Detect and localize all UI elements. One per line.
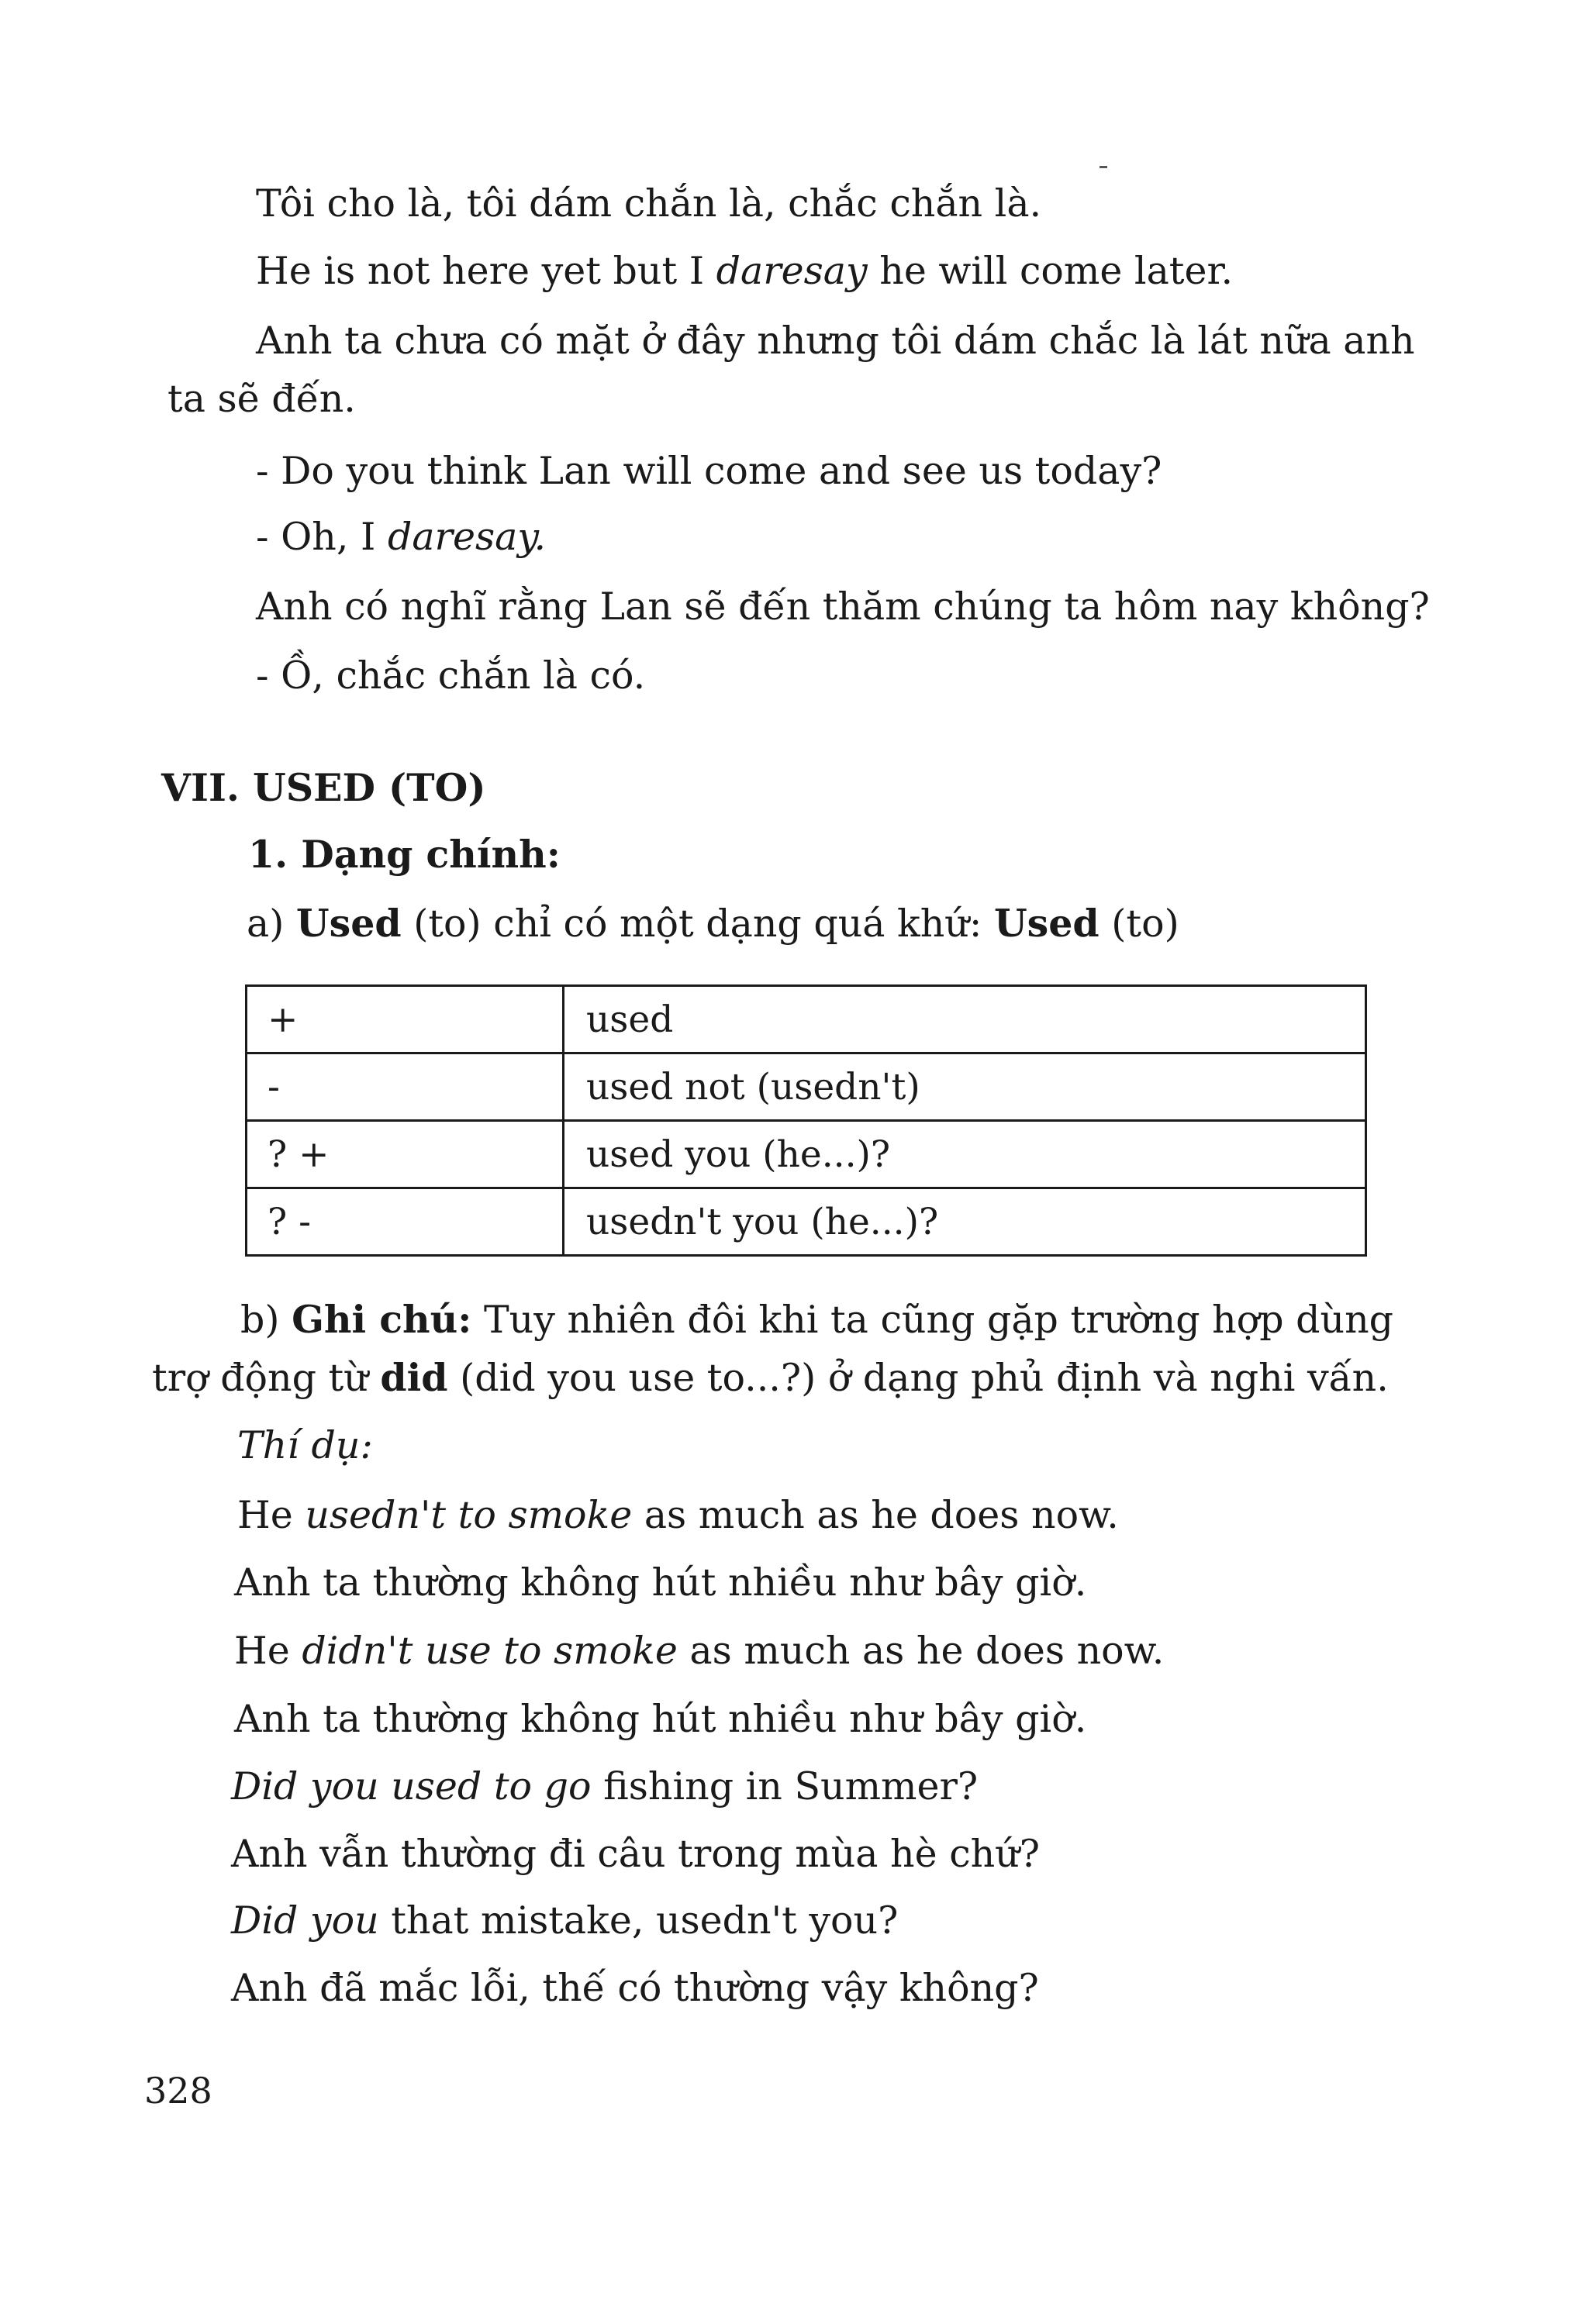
text-line: He is not here yet but I daresay he will come later. [256,249,1234,293]
text-line: ta sẽ đến. [167,377,356,421]
example-line: Anh đã mắc lỗi, thế có thường vậy không? [231,1966,1039,2010]
example-line: He usedn't to smoke as much as he does now. [237,1493,1119,1537]
table-cell-symbol: + [247,986,564,1053]
table-cell-form: used [564,986,1366,1053]
table-row [247,986,1366,1053]
text-line: trợ động từ did (did you use to...?) ở dạng phủ định và nghi vấn. [152,1355,1389,1400]
table-cell-symbol: ? + [247,1121,564,1188]
forms-table [245,984,1367,1257]
scan-speck [1100,166,1107,168]
text-line: b) Ghi chú: Tuy nhiên đôi khi ta cũng gặp trường hợp dùng [240,1297,1394,1342]
subheading: 1. Dạng chính: [248,832,561,877]
table-cell-form: used you (he...)? [564,1121,1366,1188]
example-line: Did you that mistake, usedn't you? [231,1898,899,1943]
section-heading: VII. USED (TO) [161,765,486,810]
text-line: Anh có nghĩ rằng Lan sẽ đến thăm chúng ta hôm nay không? [256,584,1430,629]
text-line: - Do you think Lan will come and see us today? [256,449,1162,493]
examples-label: Thí dụ: [237,1423,373,1467]
text-line: Anh ta chưa có mặt ở đây nhưng tôi dám chắc là lát nữa anh [256,319,1415,363]
table-row [247,1188,1366,1256]
example-line: Anh ta thường không hút nhiều như bây giờ. [234,1697,1087,1741]
text-line: - Oh, I daresay. [256,515,547,559]
text-line: Tôi cho là, tôi dám chắn là, chắc chắn là. [256,181,1042,226]
example-line: Did you used to go fishing in Summer? [231,1764,979,1809]
table-cell-symbol: ? - [247,1188,564,1256]
example-line: Anh vẫn thường đi câu trong mùa hè chứ? [231,1832,1041,1876]
example-line: Anh ta thường không hút nhiều như bây giờ. [234,1560,1087,1605]
table-cell-form: used not (usedn't) [564,1053,1366,1121]
table-cell-form: usedn't you (he...)? [564,1188,1366,1256]
text-line: - Ồ, chắc chắn là có. [256,653,646,698]
table-row [247,1121,1366,1188]
table-cell-symbol: - [247,1053,564,1121]
page-number: 328 [144,2070,212,2112]
example-line: He didn't use to smoke as much as he does now. [234,1629,1165,1673]
text-line: a) Used (to) chỉ có một dạng quá khứ: Used (to) [247,901,1179,946]
table-row [247,1053,1366,1121]
